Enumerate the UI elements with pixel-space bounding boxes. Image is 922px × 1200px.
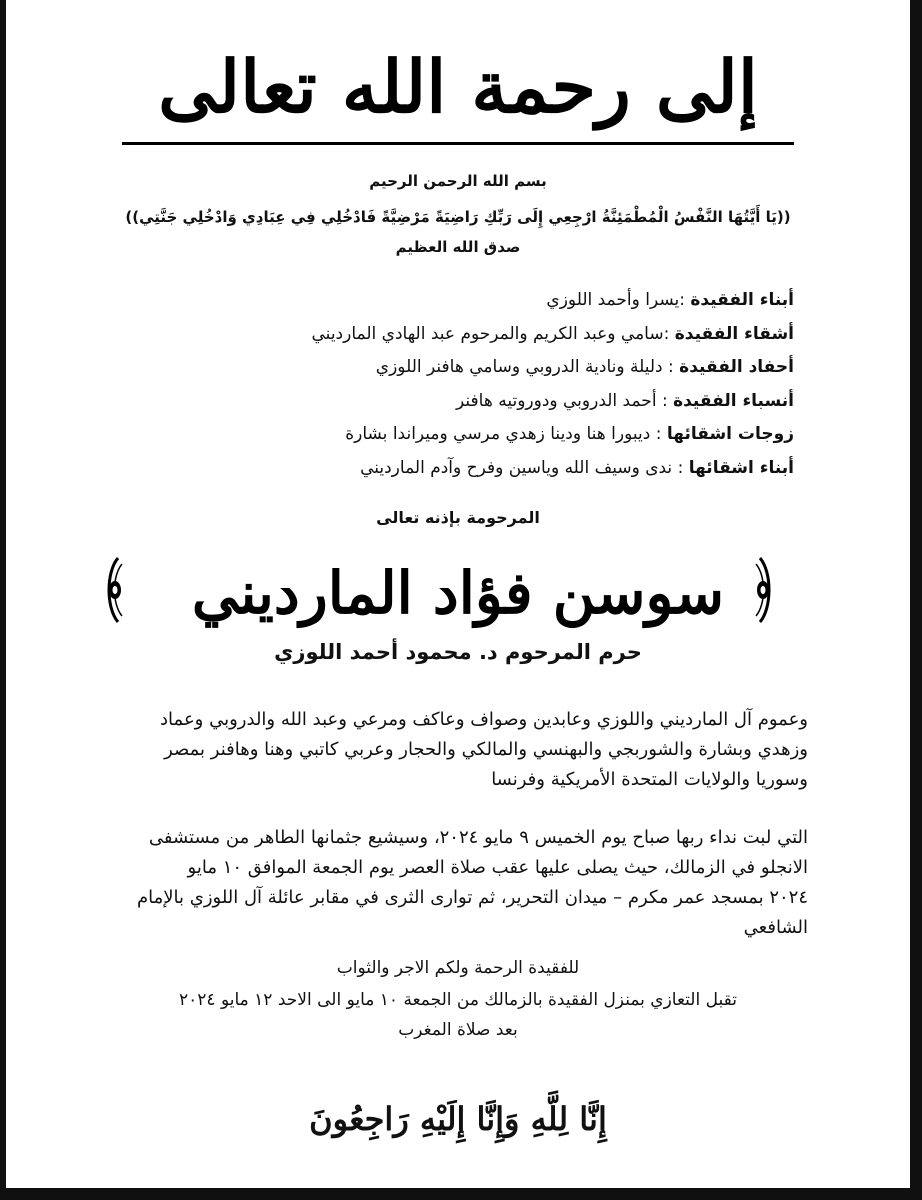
deceased-intro: المرحومة بإذنه تعالى [376,508,540,527]
family-label: أنسباء الفقيدة [673,390,794,411]
family-row-siblings [104,318,794,352]
deceased-name-row [6,548,910,638]
family-value: : أحمد الدروبي ودوروتيه هافنر [456,390,668,411]
husband-line: حرم المرحوم د. محمود أحمد اللوزي [274,640,642,664]
family-value: : دليلة ونادية الدروبي وسامي هافنر اللوزي [375,357,674,377]
bismillah: بسم الله الرحمن الرحيم [369,172,547,190]
family-value: : ندى وسيف الله وياسين وفرح وآدم المارديني [360,457,684,478]
header-divider [122,142,794,145]
ornament-right-icon [752,554,776,626]
family-label: زوجات اشقائها [666,424,794,444]
family-label: أبناء اشقائها [688,457,794,478]
family-row-in-laws [104,385,794,419]
final-verse: إِنَّا لِلَّهِ وَإِنَّا إِلَيْهِ رَاجِعُونَ [309,1100,607,1138]
funeral-details-paragraph [108,823,808,943]
paragraph-line: وزهدي وبشارة والشوربجي والبهنسي والمالكي والحجار وعربي كاتبي وهنا وهافنر بمصر [164,739,808,760]
family-row-brothers-wives [104,418,794,452]
paragraph-line: وعموم آل المارديني واللوزي وعابدين وصواف وعاكف ومرعي وعبد الله والدروبي وعماد [160,709,808,730]
family-row-grandchildren [104,351,794,385]
quran-verse: ((يَا أَيَّتُهَا النَّفْسُ الْمُطْمَئِنَّةُ ارْجِعِي إِلَى رَبِّكِ رَاضِيَةً مَرْضِيَّةً فَادْخُلِي فِي عِبَادِي وَادْخُلِي جَنَّتِي)) [125,208,791,226]
family-row-children [104,284,794,318]
family-value: :سامي وعبد الكريم والمرحوم عبد الهادي المارديني [311,323,670,344]
condolence-time-after: بعد صلاة المغرب [398,1020,518,1040]
condolence-time-line: تقبل التعازي بمنزل الفقيدة بالزمالك من الجمعة ١٠ مايو الى الاحد ١٢ مايو ٢٠٢٤ [179,990,737,1010]
family-label: أبناء الفقيدة [690,290,794,310]
obituary-page [6,0,910,1188]
family-label: أشقاء الفقيدة [674,323,794,344]
family-list [104,284,794,485]
paragraph-line: وسوريا والولايات المتحدة الأمريكية وفرنسا [491,769,808,790]
paragraph-line: الانجلو في الزمالك، حيث يصلى عليها عقب صلاة العصر يوم الجمعة الموافق ١٠ مايو [187,857,808,878]
family-label: أحفاد الفقيدة [679,357,794,377]
deceased-name: سوسن فؤاد المارديني [191,559,725,627]
header-title: إلى رحمة الله تعالى [158,44,758,129]
condolence-line: للفقيدة الرحمة ولكم الاجر والثواب [336,958,580,978]
family-row-nephews-nieces [104,452,794,486]
family-value: : ديبورا هنا ودينا زهدي مرسي وميراندا بشارة [345,424,662,444]
family-value: :يسرا وأحمد اللوزي [546,290,685,310]
paragraph-line: ٢٠٢٤ بمسجد عمر مكرم – ميدان التحرير، ثم توارى الثرى في مقابر عائلة آل اللوزي بالإمام [136,887,808,908]
paragraph-line: الشافعي [743,917,808,938]
paragraph-line: التي لبت نداء ربها صباح يوم الخميس ٩ مايو ٢٠٢٤، وسيشيع جثمانها الطاهر من مستشفى [148,827,808,848]
header [6,42,910,132]
relatives-paragraph [108,705,808,795]
verse-closing: صدق الله العظيم [395,238,521,256]
